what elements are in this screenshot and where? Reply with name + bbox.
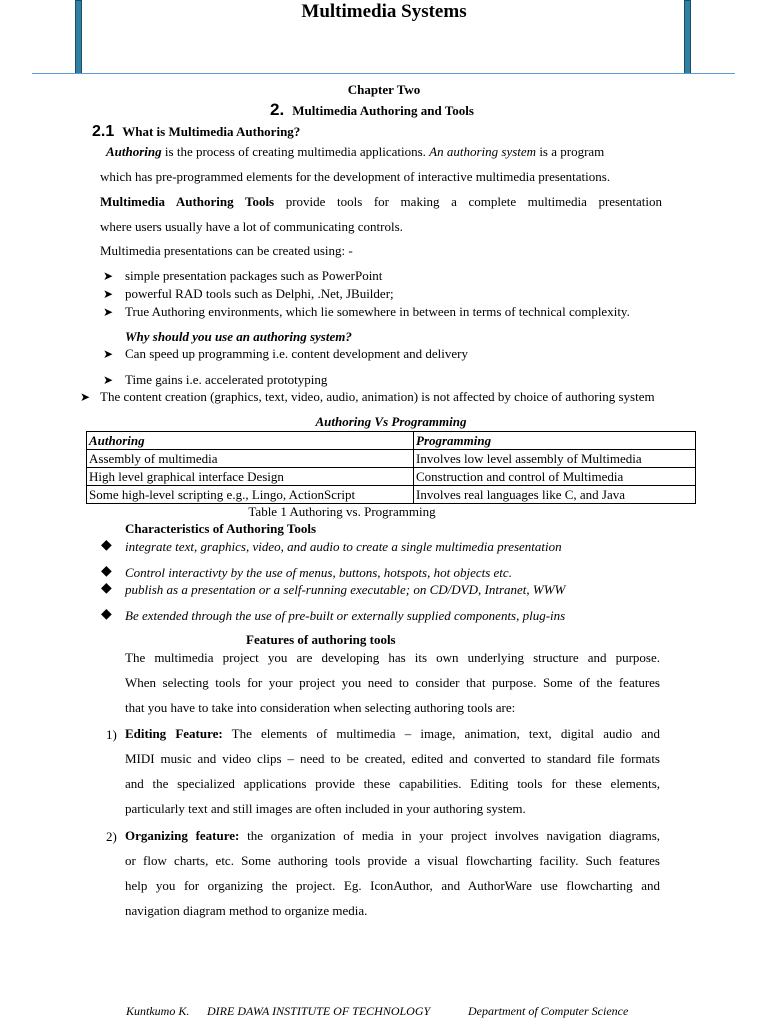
arrow-bullet-icon: ➤ [80,390,91,404]
feature-organizing [125,823,660,923]
table-title: Authoring Vs Programming [315,414,467,429]
chapter-label: Chapter Two [347,82,421,97]
footer-institute: DIRE DAWA INSTITUTE OF TECHNOLOGY [207,1004,431,1018]
list-item: Time gains i.e. accelerated prototyping [125,372,328,387]
paragraph-line: particularly text and still images are often included in your authoring system. [125,801,526,816]
header-rule [32,73,735,74]
table-header-cell: Authoring [87,432,414,450]
feature-editing [125,721,660,821]
page-header-title: Multimedia Systems [301,1,467,22]
paragraph-line [100,139,662,164]
numbered-marker: 2) [106,829,117,844]
text: The elements of multimedia – image, animation, text, digital audio and [222,726,660,741]
list-item: Can speed up programming i.e. content development and delivery [125,346,468,361]
subsection-title: What is Multimedia Authoring? [122,124,301,139]
arrow-bullet-icon: ➤ [103,373,114,387]
feature-label: Organizing feature: [125,828,240,843]
diamond-bullet-icon: ◆ [101,581,112,596]
paragraph-line: When selecting tools for your project you need to consider that purpose. Some of the features [125,675,660,690]
table-cell: Construction and control of Multimedia [414,468,696,486]
paragraph-line [125,823,660,848]
term-authoring-tools: Multimedia Authoring Tools [100,194,275,209]
section-number: 2. [270,100,285,119]
features-intro [125,645,660,720]
diamond-bullet-icon: ◆ [101,607,112,622]
table-header-row [87,432,696,450]
paragraph-line: that you have to take into consideration when selecting authoring tools are: [125,700,516,715]
term-authoring-system: An authoring system [429,144,537,159]
table-cell: Some high-level scripting e.g., Lingo, ActionScript [87,486,414,504]
footer-author: Kuntkumo K. [126,1004,190,1018]
term-authoring: Authoring [106,144,162,159]
diamond-bullet-icon: ◆ [101,538,112,553]
list-item: simple presentation packages such as PowerPoint [125,268,383,283]
features-heading: Features of authoring tools [246,632,396,647]
why-heading: Why should you use an authoring system? [125,329,352,344]
table-cell: High level graphical interface Design [87,468,414,486]
paragraph-authoring-definition [100,139,662,189]
footer-department: Department of Computer Science [468,1004,629,1018]
list-item: Control interactivty by the use of menus, buttons, hotspots, hot objects etc. [125,565,512,580]
paragraph-line: navigation diagram method to organize media. [125,903,368,918]
numbered-marker: 1) [106,727,117,742]
arrow-bullet-icon: ➤ [103,347,114,361]
subsection-number: 2.1 [92,123,115,140]
list-item: Be extended through the use of pre-built or externally supplied components, plug-ins [125,608,566,623]
table-row [87,450,696,468]
paragraph-presentations: Multimedia presentations can be created using: - [100,243,353,258]
list-item: powerful RAD tools such as Delphi, .Net, JBuilder; [125,286,394,301]
table-header-cell: Programming [414,432,696,450]
paragraph-line: and the specialized applications provide these capabilities. Editing tools for these elements, [125,776,660,791]
diamond-bullet-icon: ◆ [101,564,112,579]
table-cell: Involves real languages like C, and Java [414,486,696,504]
text: provide tools for making a complete multimedia presentation [274,194,662,209]
table-cell: Involves low level assembly of Multimedia [414,450,696,468]
paragraph-authoring-tools [100,189,662,239]
paragraph-line: help you for organizing the project. Eg. IconAuthor, and AuthorWare use flowcharting and [125,878,660,893]
section-heading [270,100,474,120]
arrow-bullet-icon: ➤ [103,287,114,301]
feature-label: Editing Feature: [125,726,223,741]
arrow-bullet-icon: ➤ [103,269,114,283]
text: is the process of creating multimedia applications. [161,144,430,159]
text: is a program [536,144,605,159]
paragraph-line: MIDI music and video clips – need to be created, edited and converted to standard file formats [125,751,660,766]
list-item: publish as a presentation or a self-running executable; on CD/DVD, Intranet, WWW [125,582,566,597]
list-item: The content creation (graphics, text, video, audio, animation) is not affected by choice of authoring system [100,389,655,404]
list-item: True Authoring environments, which lie somewhere in between in terms of technical complexity. [125,304,630,319]
comparison-table [86,431,696,504]
characteristics-heading: Characteristics of Authoring Tools [125,521,317,536]
section-title: Multimedia Authoring and Tools [292,103,474,118]
table-cell: Assembly of multimedia [87,450,414,468]
text: the organization of media in your project involves navigation diagrams, [239,828,660,843]
table-caption: Table 1 Authoring vs. Programming [248,504,436,519]
arrow-bullet-icon: ➤ [103,305,114,319]
paragraph-line: which has pre-programmed elements for the development of interactive multimedia presentations. [100,169,611,184]
paragraph-line: or flow charts, etc. Some authoring tools provide a visual flowcharting facility. Such features [125,853,660,868]
paragraph-line [100,189,662,214]
table-row [87,486,696,504]
paragraph-line: The multimedia project you are developing has its own underlying structure and purpose. [125,650,660,665]
paragraph-line: where users usually have a lot of communicating controls. [100,219,403,234]
table-row [87,468,696,486]
paragraph-line [125,721,660,746]
list-item: integrate text, graphics, video, and audio to create a single multimedia presentation [125,539,562,554]
